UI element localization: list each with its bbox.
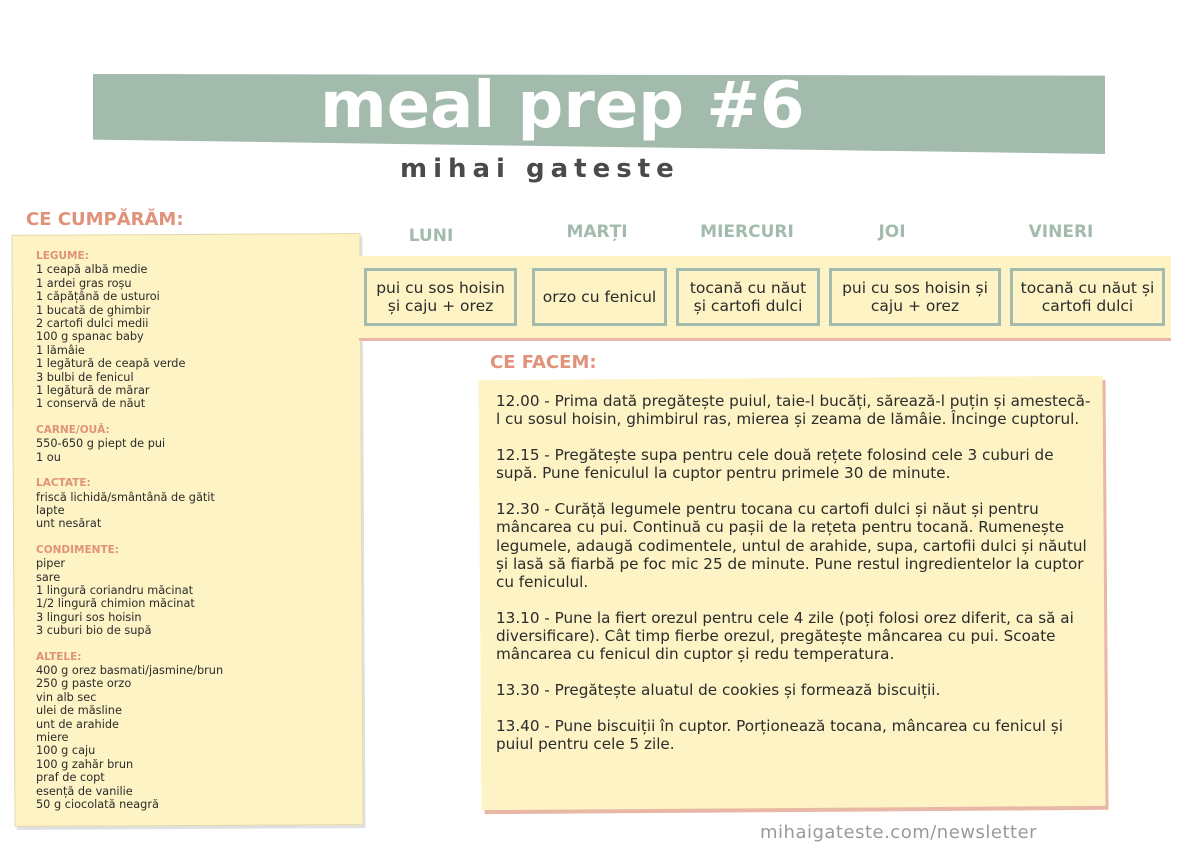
category-heading: CARNE/OUĂ: <box>36 423 110 436</box>
plan-step: 12.00 - Prima dată pregătește puiul, taie-l bucăți, sărează-l puțin și amestecă-l cu sosul hoisin, ghimbirul ras, mierea și zeama de lămâie. Încinge cuptorul. <box>496 392 1091 429</box>
shopping-item: 1 bucată de ghimbir <box>36 303 151 317</box>
plan-step: 13.40 - Pune biscuiții în cuptor. Porționează tocana, mâncarea cu fenicul și puiul pentru cele 5 zile. <box>496 717 1063 754</box>
shopping-item: unt de arahide <box>36 717 119 731</box>
shopping-item: 100 g spanac baby <box>36 330 144 344</box>
shopping-item: 1 ceapă albă medie <box>36 263 148 277</box>
shopping-list <box>24 250 354 811</box>
plan-step: 12.15 - Pregătește supa pentru cele două rețete folosind cele 3 cuburi de supă. Pune feniculul la cuptor pentru primele 30 de minute. <box>496 446 1054 483</box>
shopping-item: 1 ardei gras roșu <box>36 276 132 290</box>
meal-box: tocană cu năut și cartofi dulci <box>676 268 820 326</box>
day-label: JOI <box>878 222 906 242</box>
category-heading: ALTELE: <box>36 650 82 663</box>
page-subtitle: mihai gateste <box>400 154 680 184</box>
shopping-title: CE CUMPĂRĂM: <box>26 209 184 230</box>
shopping-item: ulei de măsline <box>36 704 122 718</box>
day-label: MIERCURI <box>700 222 794 242</box>
plan-steps <box>496 392 1091 771</box>
shopping-item: 250 g paste orzo <box>36 677 132 691</box>
meal-box: tocană cu năut și cartofi dulci <box>1010 268 1165 326</box>
footer-url[interactable]: mihaigateste.com/newsletter <box>760 822 1038 843</box>
plan-step: 13.10 - Pune la fiert orezul pentru cele 4 zile (poți folosi orez diferit, ca să ai diversificare). Cât timp fierbe orezul, pregătește mâncarea cu pui. Scoate mâncarea cu fenicul din cuptor și redu temperatura. <box>496 608 1074 664</box>
shopping-item: 1 ou <box>36 450 61 464</box>
shopping-item: 50 g ciocolată neagră <box>36 798 159 812</box>
shopping-item: sare <box>36 570 61 584</box>
shopping-item: 1 legătură de mărar <box>36 384 150 398</box>
shopping-item: vin alb sec <box>36 690 97 704</box>
shopping-item: 400 g orez basmati/jasmine/brun <box>36 663 224 677</box>
shopping-item: 3 cuburi bio de supă <box>36 624 152 638</box>
plan-step: 13.30 - Pregătește aluatul de cookies și formează biscuiții. <box>496 681 941 700</box>
shopping-item: 1 lămâie <box>36 343 85 357</box>
shopping-item: 100 g zahăr brun <box>36 757 134 771</box>
shopping-item: 3 bulbi de fenicul <box>36 370 134 384</box>
shopping-item: 1 legătură de ceapă verde <box>36 357 186 371</box>
plan-step: 12.30 - Curăță legumele pentru tocana cu cartofi dulci și năut și pentru mâncarea cu pui. Continuă cu pașii de la rețeta pentru tocană. Rumenește legumele, adaugă codimentele, untul de arahide, supa, cartofii dulci și năutul și lasă să fiarbă pe foc mic 25 de minute. Pune restul ingredientelor la cuptor cu feniculul. <box>496 500 1087 591</box>
shopping-item: miere <box>36 731 69 744</box>
shopping-item: esență de vanilie <box>36 784 133 798</box>
day-label: VINERI <box>1028 222 1094 242</box>
shopping-item: 3 linguri sos hoisin <box>36 610 142 624</box>
shopping-item: 1/2 lingură chimion măcinat <box>36 597 195 611</box>
shopping-item: praf de copt <box>36 771 105 785</box>
day-label: MARȚI <box>566 222 628 242</box>
category-heading: LEGUME: <box>36 250 89 262</box>
meal-box: pui cu sos hoisin și caju + orez <box>364 268 517 326</box>
shopping-item: 1 căpățână de usturoi <box>36 290 160 304</box>
category-heading: LACTATE: <box>36 477 91 490</box>
page-title: meal prep #6 <box>320 69 805 143</box>
shopping-item: friscă lichidă/smântână de gătit <box>36 490 215 504</box>
shopping-item: piper <box>36 557 66 571</box>
shopping-item: 100 g caju <box>36 744 96 758</box>
shopping-item: lapte <box>36 503 65 517</box>
shopping-item: 550-650 g piept de pui <box>36 437 166 451</box>
plan-title: CE FACEM: <box>490 352 597 373</box>
shopping-item: 1 conservă de năut <box>36 397 146 411</box>
shopping-item: unt nesărat <box>36 517 102 531</box>
meal-box: pui cu sos hoisin și caju + orez <box>829 268 1001 326</box>
shopping-item: 1 lingură coriandru măcinat <box>36 583 194 597</box>
meal-box: orzo cu fenicul <box>532 268 667 326</box>
shopping-item: 2 cartofi dulci medii <box>36 317 149 331</box>
day-label: LUNI <box>408 226 454 246</box>
category-heading: CONDIMENTE: <box>36 543 119 556</box>
